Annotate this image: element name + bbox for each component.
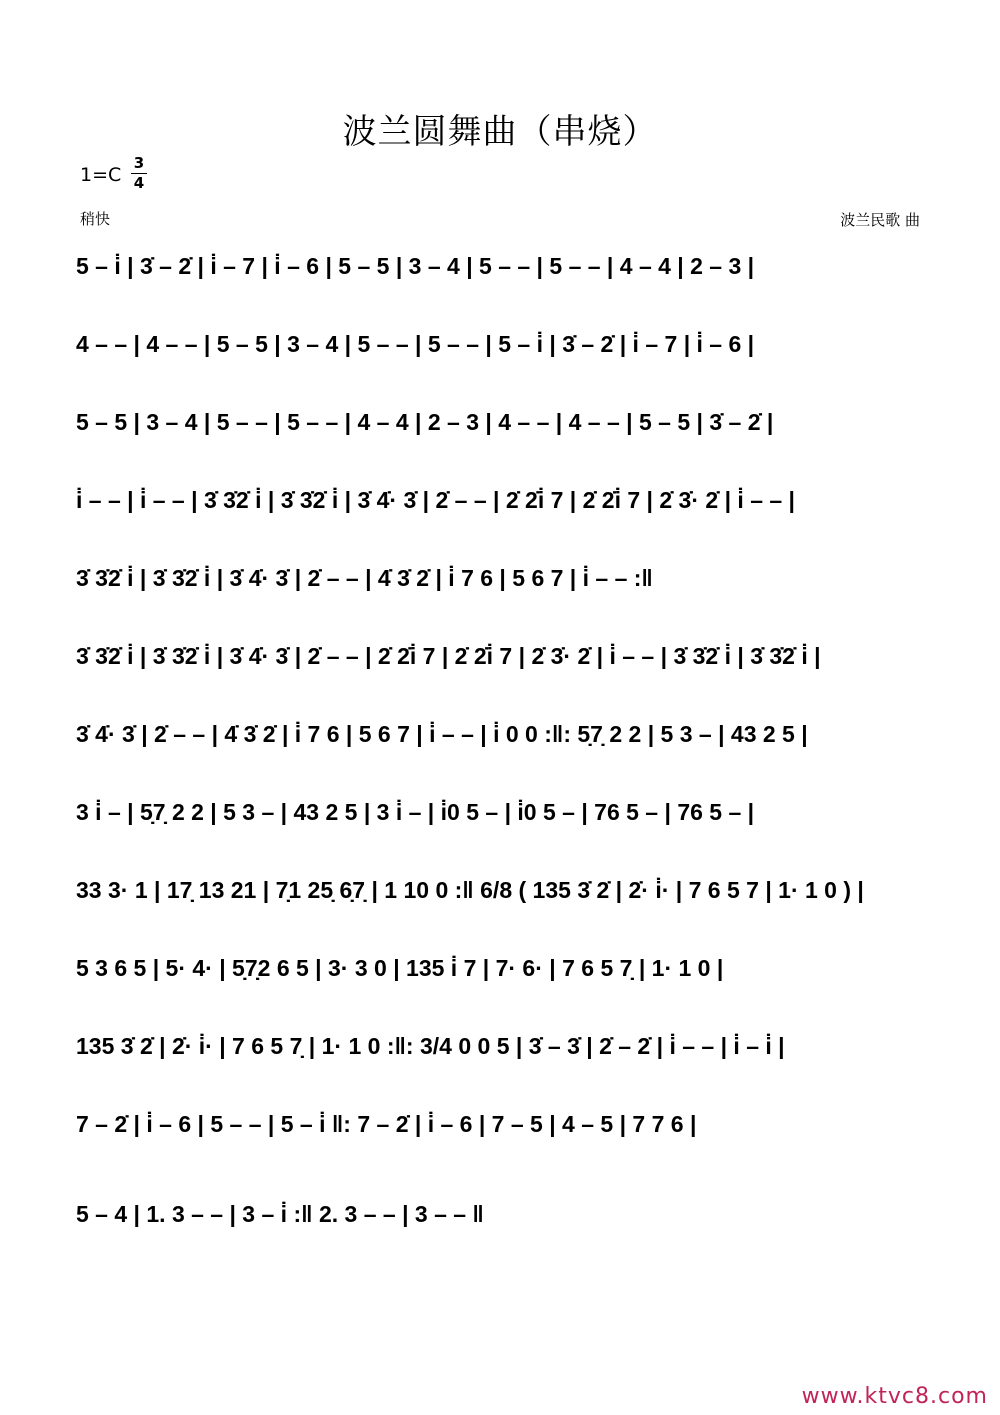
staff-row: 4 – – | 4 – – | 5 – 5 | 3 – 4 | 5 – – | 5 – – | 5 – i̇ | 3̇ – 2̇ | i̇ – 7 | i̇ – 6 |: [76, 331, 755, 357]
time-signature-numerator: 3: [133, 154, 145, 172]
staff-row: 7 – 2̇ | i̇ – 6 | 5 – – | 5 – i̇ ‖: 7 – 2̇ | i̇ – 6 | 7 – 5 | 4 – 5 | 7 7 6 |: [76, 1111, 697, 1137]
staff-row: 3̇ 3̇2̇ i̇ | 3̇ 3̇2̇ i̇ | 3̇ 4̇· 3̇ | 2̇ – – | 4̇ 3̇ 2̇ | i̇ 7 6 | 5 6 7 | i̇ – – :‖: [76, 565, 653, 591]
time-signature-denominator: 4: [133, 174, 145, 192]
staff-row: 3 i̇ – | 5̣7̣ 2 2 | 5 3 – | 43 2 5 | 3 i̇ – | i̇0 5 – | i̇0 5 – | 76 5 – | 76 5 – |: [76, 799, 755, 825]
time-signature: [131, 155, 147, 192]
staff-row: 5 – 4 | 1. 3 – – | 3 – i̇ :‖ 2. 3 – – | 3 – – ‖: [76, 1201, 484, 1227]
staff-row: 5 – 5 | 3 – 4 | 5 – – | 5 – – | 4 – 4 | 2 – 3 | 4 – – | 4 – – | 5 – 5 | 3̇ – 2̇ |: [76, 409, 774, 435]
staff-row: 3̇ 3̇2̇ i̇ | 3̇ 3̇2̇ i̇ | 3̇ 4̇· 3̇ | 2̇ – – | 2̇ 2̇i̇ 7 | 2̇ 2̇i̇ 7 | 2̇ 3̇· 2̇ | i̇ – – | 3̇ 3̇2̇ i̇ | 3̇ 3̇2̇ i̇ |: [76, 643, 821, 669]
staff-row: 135 3̇ 2̇ | 2̇· i̇· | 7 6 5 7̣ | 1· 1 0 :‖: 3/4 0 0 5 | 3̇ – 3̇ | 2̇ – 2̇ | i̇ – – | i̇ – i̇ |: [76, 1033, 785, 1059]
page-title: 波兰圆舞曲（串烧）: [342, 112, 658, 152]
staff-row: 5 – i̇ | 3̇ – 2̇ | i̇ – 7 | i̇ – 6 | 5 – 5 | 3 – 4 | 5 – – | 5 – – | 4 – 4 | 2 – 3 |: [76, 253, 755, 279]
tempo-marking: 稍快: [80, 210, 111, 228]
staff-row: 5 3 6 5 | 5· 4· | 5̣7̣2 6 5 | 3· 3 0 | 135 i̇ 7 | 7· 6· | 7 6 5 7̣ | 1· 1 0 |: [76, 955, 724, 981]
staff-row: 3̇ 4̇· 3̇ | 2̇ – – | 4̇ 3̇ 2̇ | i̇ 7 6 | 5 6 7 | i̇ – – | i̇ 0 0 :‖: 5̣7̣ 2 2 | 5 3 – | 43 2 5 |: [76, 721, 808, 747]
staff-row: 33 3· 1 | 17̣ 13 21 | 7̣1 25̣ 6̣7̣ | 1 10 0 :‖ 6/8 ( 135 3̇ 2̇ | 2̇· i̇· | 7 6 5 7 | 1· 1 0 ) |: [76, 877, 864, 903]
watermark: www.ktvc8.com: [801, 1384, 988, 1409]
composer-credit: 波兰民歌 曲: [840, 211, 920, 229]
staff-row: i̇ – – | i̇ – – | 3̇ 3̇2̇ i̇ | 3̇ 3̇2̇ i̇ | 3̇ 4̇· 3̇ | 2̇ – – | 2̇ 2̇i̇ 7 | 2̇ 2̇i̇ 7 | 2̇ 3̇· 2̇ | i̇ – – |: [76, 487, 795, 513]
key-signature: 1=C: [80, 164, 122, 186]
